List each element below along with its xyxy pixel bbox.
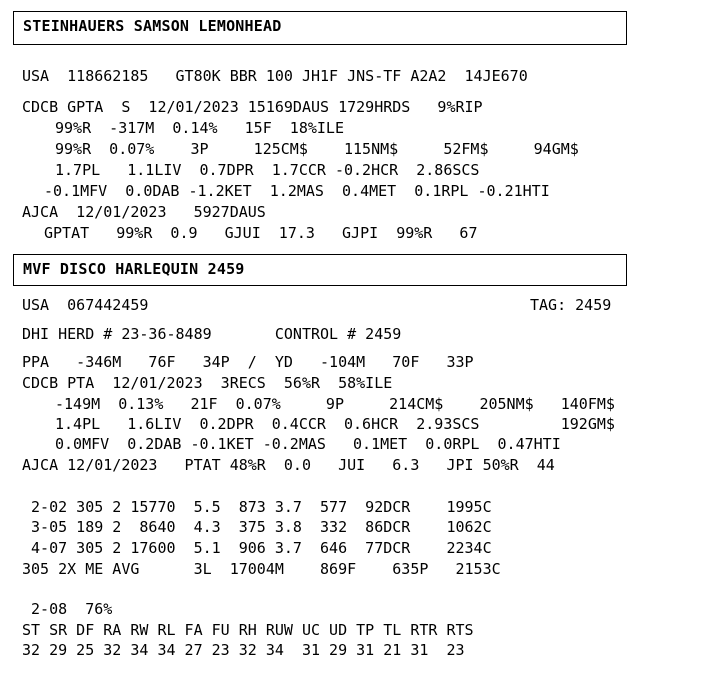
record2-stats-row2: 1.4PL 1.6LIV 0.2DPR 0.4CCR 0.6HCR 2.93SCS 192GM$ (55, 415, 615, 433)
record1-stats-row4: -0.1MFV 0.0DAB -1.2KET 1.2MAS 0.4MET 0.1RPL -0.21HTI (44, 182, 550, 200)
record1-stats-row2: 99%R 0.07% 3P 125CM$ 115NM$ 52FM$ 94GM$ (55, 140, 579, 158)
record1-cdcb-line: CDCB GPTA S 12/01/2023 15169DAUS 1729HRDS 9%RIP (22, 98, 483, 116)
linear-traits-values: 32 29 25 32 34 34 27 23 32 34 31 29 31 21 31 23 (22, 641, 465, 659)
record1-name: STEINHAUERS SAMSON LEMONHEAD (23, 17, 282, 35)
record2-stats-row3: 0.0MFV 0.2DAB -0.1KET -0.2MAS 0.1MET 0.0RPL 0.47HTI (55, 435, 561, 453)
record1-id-line: USA 118662185 GT80K BBR 100 JH1F JNS-TF A2A2 14JE670 (22, 67, 528, 85)
record2-stats-row1: -149M 0.13% 21F 0.07% 9P 214CM$ 205NM$ 140FM$ (55, 395, 615, 413)
record1-stats-row1: 99%R -317M 0.14% 15F 18%ILE (55, 119, 344, 137)
lactation-row: 2-02 305 2 15770 5.5 873 3.7 577 92DCR 1995C (22, 498, 492, 516)
record2-name: MVF DISCO HARLEQUIN 2459 (23, 260, 245, 278)
record2-ajca-line: AJCA 12/01/2023 PTAT 48%R 0.0 JUI 6.3 JPI 50%R 44 (22, 456, 555, 474)
lactation-row: 4-07 305 2 17600 5.1 906 3.7 646 77DCR 2234C (22, 539, 492, 557)
lactation-average-row: 305 2X ME AVG 3L 17004M 869F 635P 2153C (22, 560, 501, 578)
classification-line: 2-08 76% (22, 600, 113, 618)
record2-herd-line: DHI HERD # 23-36-8489 CONTROL # 2459 (22, 325, 402, 343)
record2-cdcb-line: CDCB PTA 12/01/2023 3RECS 56%R 58%ILE (22, 374, 393, 392)
record2-usa-id: USA 067442459 (22, 296, 149, 314)
record2-tag: TAG: 2459 (530, 296, 612, 314)
record2-name-box (13, 254, 627, 286)
record1-name-box (13, 11, 627, 45)
record1-ajca-line: AJCA 12/01/2023 5927DAUS (22, 203, 266, 221)
record2-ppa-line: PPA -346M 76F 34P / YD -104M 70F 33P (22, 353, 474, 371)
record1-stats-row3: 1.7PL 1.1LIV 0.7DPR 1.7CCR -0.2HCR 2.86SCS (55, 161, 480, 179)
linear-traits-header: ST SR DF RA RW RL FA FU RH RUW UC UD TP TL RTR RTS (22, 621, 474, 639)
record1-gptat-line: GPTAT 99%R 0.9 GJUI 17.3 GJPI 99%R 67 (44, 224, 478, 242)
lactation-row: 3-05 189 2 8640 4.3 375 3.8 332 86DCR 1062C (22, 518, 492, 536)
